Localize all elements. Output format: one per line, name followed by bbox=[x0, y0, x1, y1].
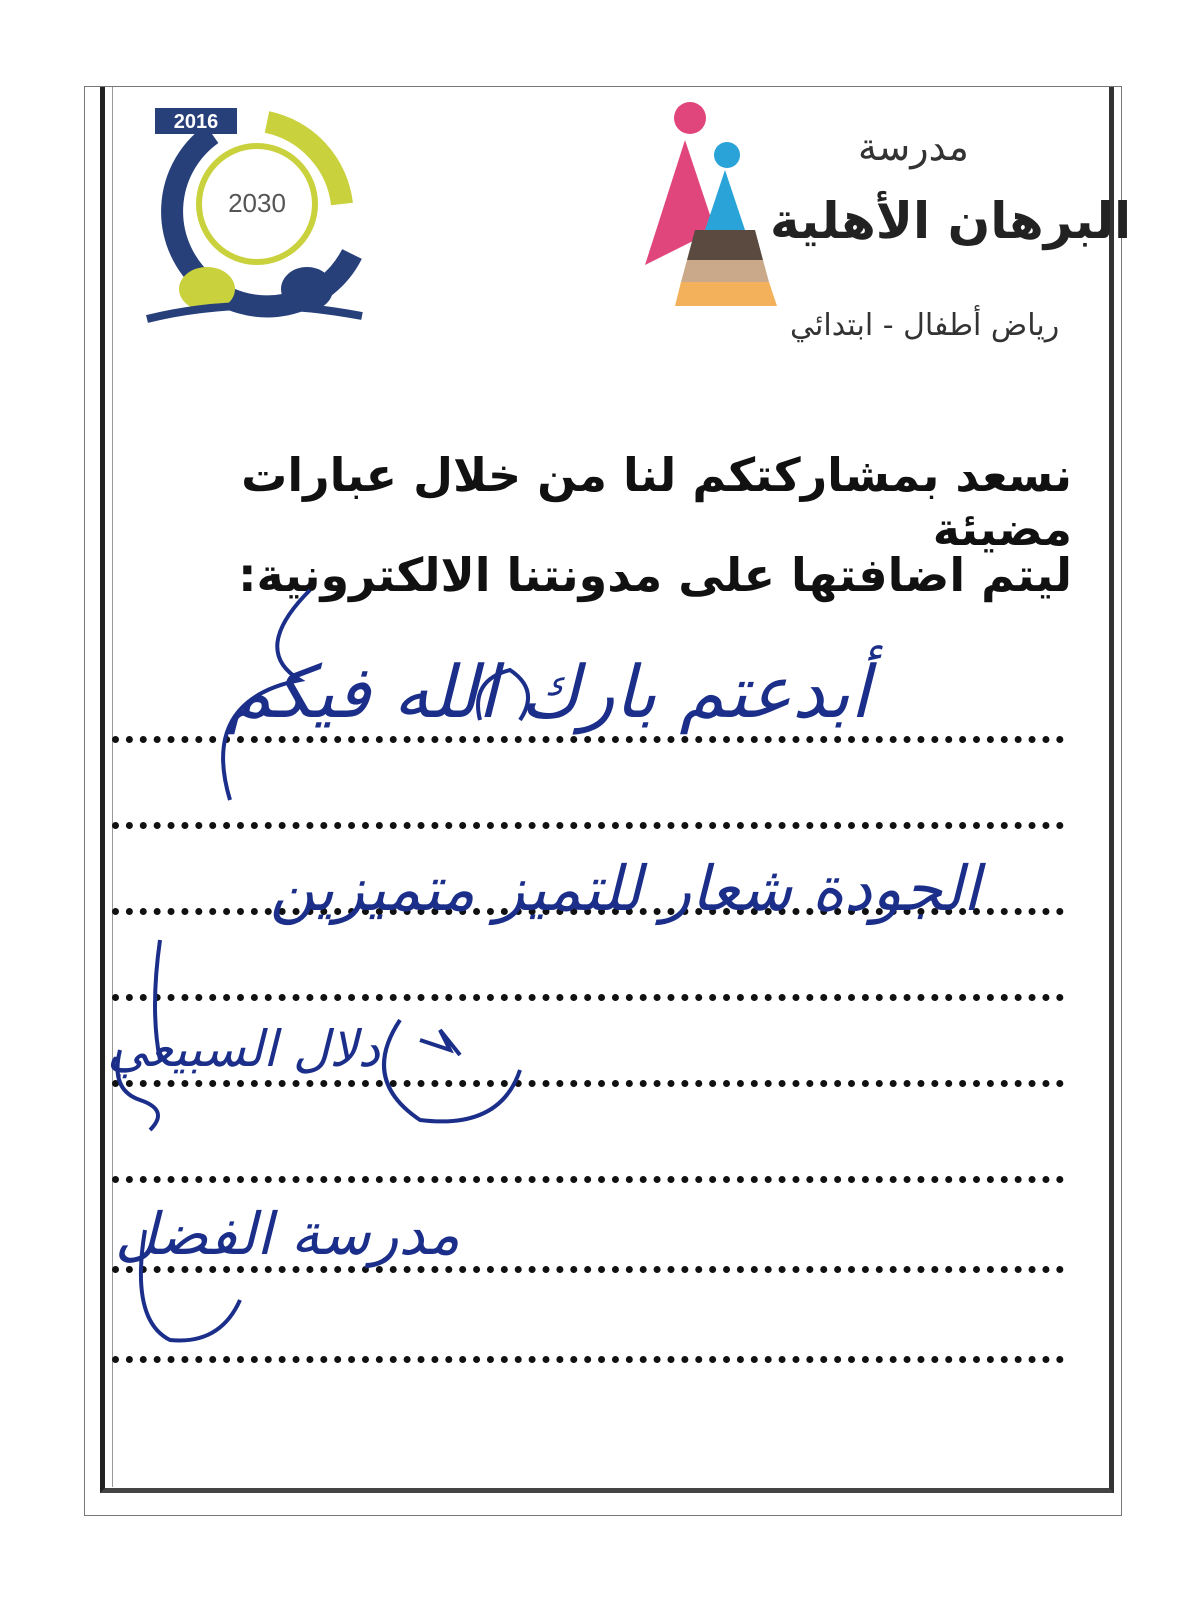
pen-stroke-circle bbox=[384, 1020, 520, 1121]
handwritten-line-1: أبدعتم بارك الله فيكم bbox=[226, 650, 870, 734]
prompt-line-2: ليتم اضافتها على مدونتنا الالكترونية: bbox=[238, 548, 1072, 602]
school-prefix: مدرسة bbox=[858, 125, 969, 169]
school-subtitle: رياض أطفال - ابتدائي bbox=[790, 308, 1060, 343]
handwritten-line-2: الجودة شعار للتميز متميزين bbox=[269, 852, 980, 925]
pen-stroke-curve bbox=[141, 1230, 240, 1341]
pen-stroke-tail bbox=[155, 940, 160, 1060]
pen-stroke-hook bbox=[118, 1050, 159, 1130]
handwritten-signature: دلال السبيعي bbox=[107, 1020, 380, 1078]
prompt-line-1: نسعد بمشاركتكم لنا من خلال عبارات مضيئة bbox=[241, 448, 1072, 556]
badge-vision-text: 2030 bbox=[228, 188, 286, 218]
badge-year: 2016 bbox=[173, 111, 219, 133]
pen-stroke-star bbox=[420, 1030, 460, 1055]
school-name: البرهان الأهلية bbox=[770, 192, 1132, 250]
pen-stroke-loop bbox=[478, 670, 528, 720]
pen-stroke-flourish bbox=[223, 590, 310, 800]
handwritten-line-4: مدرسة الفضل bbox=[115, 1200, 460, 1268]
